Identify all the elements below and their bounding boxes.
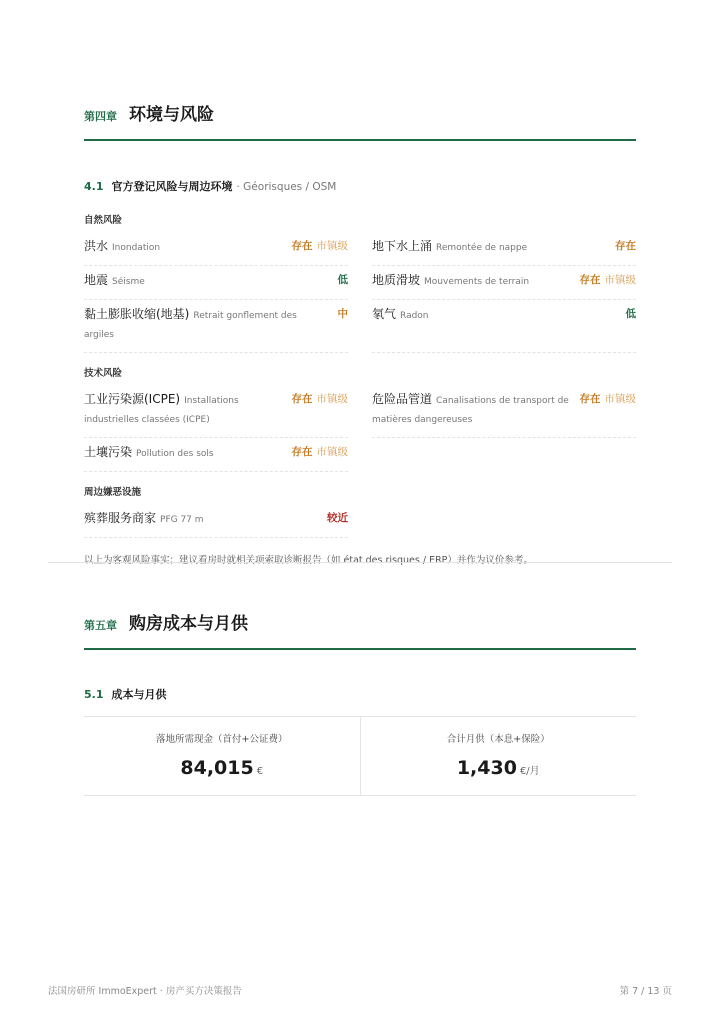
chapter-label: 第五章 <box>84 619 117 632</box>
risk-name-fr: PFG 77 m <box>160 515 204 525</box>
cash-needed-label: 落地所需现金（首付+公证费） <box>156 734 288 745</box>
risk-scope: 市镇级 <box>316 393 348 405</box>
chapter-divider <box>48 562 672 563</box>
risk-item <box>84 266 348 300</box>
monthly-payment-value: 1,430 <box>456 757 517 779</box>
risk-item <box>84 300 348 353</box>
risk-status <box>292 444 349 461</box>
page-footer <box>48 983 672 997</box>
risk-level-badge: 中 <box>337 308 348 320</box>
risk-name-fr: Remontée de nappe <box>436 243 528 253</box>
risk-name-fr: Retrait gonflement des argiles <box>84 311 297 340</box>
risk-level-badge: 存在 <box>579 274 601 286</box>
risk-scope: 市镇级 <box>316 446 348 458</box>
risk-name-zh: 黏土膨胀收缩(地基) <box>84 307 190 321</box>
risk-name-fr: Inondation <box>112 243 161 253</box>
footer-brand: 法国房研所 ImmoExpert · 房产买方决策报告 <box>48 986 242 997</box>
section-number: 4.1 <box>84 180 104 193</box>
risk-item <box>372 232 636 266</box>
chapter-title: 环境与风险 <box>129 105 214 125</box>
nearby-facility-title: 周边嫌恶设施 <box>84 487 142 498</box>
chapter-title: 购房成本与月供 <box>129 614 248 634</box>
natural-risk-title: 自然风险 <box>84 215 123 226</box>
tech-risk-grid <box>84 385 636 472</box>
section-title: 成本与月供 <box>111 688 167 701</box>
risk-status <box>292 391 349 408</box>
cost-summary <box>84 716 636 796</box>
risk-status <box>615 238 636 255</box>
nearby-facility-grid <box>84 504 636 538</box>
risk-name-zh: 地下水上涌 <box>372 239 433 253</box>
risk-name <box>84 444 292 463</box>
risk-item <box>84 504 348 538</box>
section-source: · Géorisques / OSM <box>236 181 337 193</box>
natural-risk-grid <box>84 232 636 353</box>
risk-status <box>580 272 637 289</box>
risk-name <box>84 510 327 529</box>
risk-name <box>84 272 338 291</box>
cash-needed-value: 84,015 <box>180 757 254 779</box>
risk-item <box>372 300 636 353</box>
risk-name-fr: Mouvements de terrain <box>424 277 530 287</box>
tech-risk-title: 技术风险 <box>84 368 123 379</box>
chapter-4 <box>84 100 636 566</box>
risk-note: 以上为客观风险事实；建议看房时就相关项索取诊断报告（如 état des risques / ERP）并作为议价参考。 <box>84 555 533 566</box>
monthly-payment-label: 合计月供（本息+保险） <box>446 734 550 745</box>
page-number: 第 7 / 13 页 <box>619 986 672 997</box>
risk-name <box>372 306 626 325</box>
risk-name-fr: Radon <box>400 311 429 321</box>
risk-level-badge: 存在 <box>615 240 636 252</box>
risk-item <box>84 385 348 438</box>
risk-level-badge: 低 <box>625 308 636 320</box>
risk-status <box>292 238 349 255</box>
cash-needed-cell <box>84 717 360 795</box>
risk-level-badge: 存在 <box>579 393 601 405</box>
risk-name <box>84 306 338 344</box>
risk-name-fr: Installations industrielles classées (ICPE) <box>84 396 239 425</box>
chapter-label: 第四章 <box>84 110 117 123</box>
risk-name-fr: Canalisations de transport de matières dangereuses <box>372 396 569 425</box>
risk-level-badge: 较近 <box>327 512 348 524</box>
risk-scope: 市镇级 <box>604 274 636 286</box>
chapter-5-header <box>84 609 636 650</box>
risk-status <box>338 306 349 323</box>
risk-name-zh: 殡葬服务商家 <box>84 511 157 525</box>
monthly-payment-unit: €/月 <box>519 766 540 777</box>
risk-level-badge: 存在 <box>291 393 313 405</box>
risk-name <box>84 391 292 429</box>
chapter-5 <box>84 609 636 796</box>
risk-status <box>626 306 637 323</box>
risk-status <box>580 391 637 408</box>
risk-level-badge: 低 <box>337 274 348 286</box>
section-5-1-header <box>84 686 636 702</box>
risk-name-zh: 地震 <box>84 273 109 287</box>
risk-level-badge: 存在 <box>291 240 313 252</box>
risk-scope: 市镇级 <box>316 240 348 252</box>
risk-name-zh: 危险品管道 <box>372 392 433 406</box>
risk-name <box>372 272 580 291</box>
risk-item <box>84 232 348 266</box>
risk-item <box>372 385 636 438</box>
risk-level-badge: 存在 <box>291 446 313 458</box>
monthly-payment-cell <box>360 717 637 795</box>
risk-item <box>372 266 636 300</box>
section-number: 5.1 <box>84 688 104 701</box>
chapter-4-header <box>84 100 636 141</box>
risk-name-zh: 地质滑坡 <box>372 273 421 287</box>
risk-name <box>372 238 615 257</box>
risk-name <box>372 391 580 429</box>
risk-scope: 市镇级 <box>604 393 636 405</box>
risk-name-zh: 洪水 <box>84 239 109 253</box>
risk-name-fr: Séisme <box>112 277 145 287</box>
risk-status <box>338 272 349 289</box>
section-title: 官方登记风险与周边环境 <box>111 180 233 193</box>
risk-name-zh: 工业污染源(ICPE) <box>84 392 181 406</box>
cash-needed-unit: € <box>256 766 264 777</box>
risk-name-fr: Pollution des sols <box>136 449 214 459</box>
risk-name-zh: 土壤污染 <box>84 445 133 459</box>
risk-status <box>327 510 348 527</box>
risk-name <box>84 238 292 257</box>
risk-item <box>84 438 348 472</box>
section-4-1-header <box>84 178 636 194</box>
risk-name-zh: 氡气 <box>372 307 397 321</box>
